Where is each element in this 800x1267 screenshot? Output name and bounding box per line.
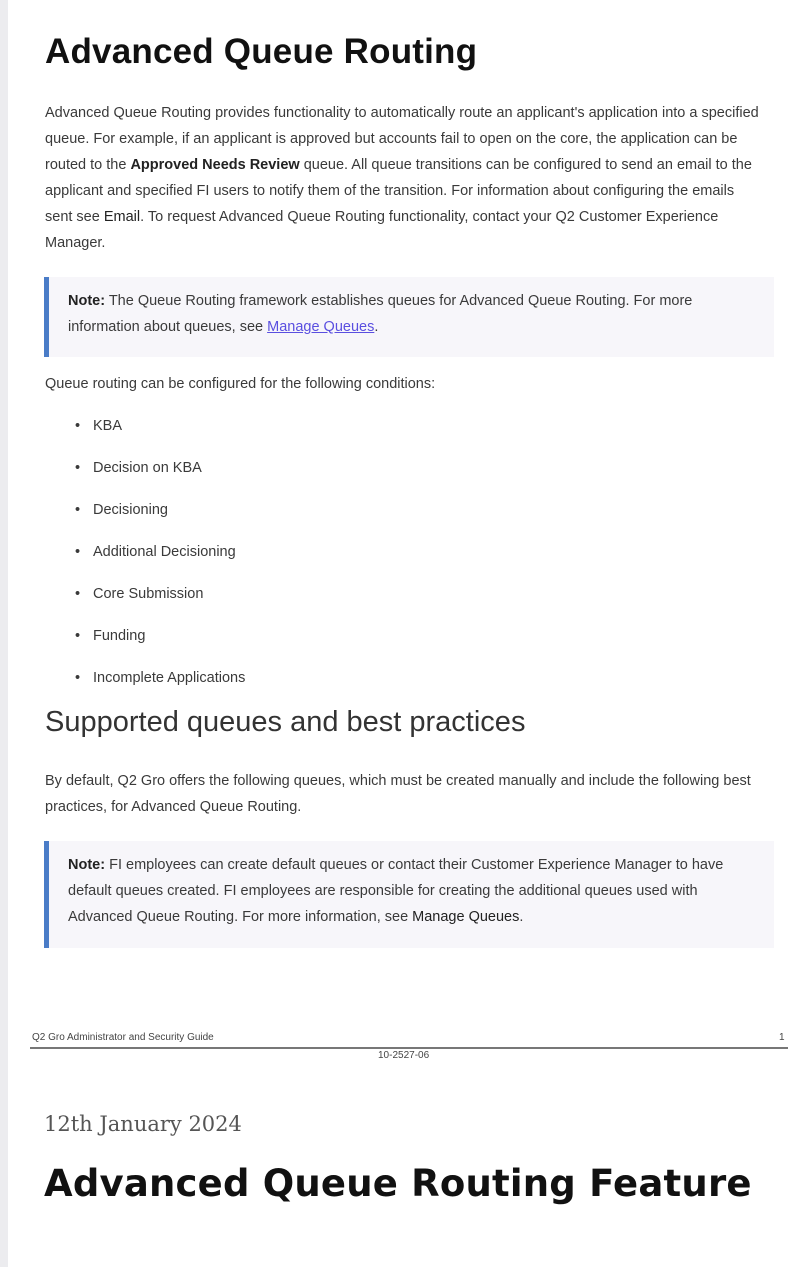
note-label: Note: <box>68 857 106 873</box>
footer-divider <box>30 1047 788 1049</box>
default-queues-paragraph: By default, Q2 Gro offers the following queues, which must be created manually and include the following best practices, for Advanced Queue Routing. <box>45 773 751 815</box>
intro-text: . To request Advanced Queue Routing functionality, contact your Q2 Customer Experience Manager. <box>45 209 719 251</box>
post-title: Advanced Queue Routing Feature <box>44 1162 752 1205</box>
window-edge <box>0 0 8 1267</box>
page-title: Advanced Queue Routing <box>45 32 478 71</box>
list-item: • Funding <box>75 623 245 665</box>
manage-queues-link[interactable]: Manage Queues <box>267 319 375 335</box>
footer-doc-code: 10-2527-06 <box>378 1050 430 1061</box>
note-end: . <box>519 909 524 925</box>
email-link[interactable]: Email <box>103 209 141 225</box>
conditions-intro: Queue routing can be configured for the following conditions: <box>45 376 436 392</box>
intro-text: queue. All queue transitions can be configured to send an email to the applicant and specified FI users to notify them of the transition. For information about configuring the emails sent see <box>45 157 752 225</box>
post-date: 12th January 2024 <box>44 1112 242 1136</box>
note-text: The Queue Routing framework establishes queues for Advanced Queue Routing. For more information about queues, see <box>68 293 693 335</box>
queue-name: Approved Needs Review <box>130 157 300 173</box>
note-box <box>44 277 774 357</box>
list-item: • Additional Decisioning <box>75 539 245 581</box>
conditions-list <box>75 413 245 707</box>
note-end: . <box>374 319 379 335</box>
list-item: • Decisioning <box>75 497 245 539</box>
intro-text: Advanced Queue Routing provides functionality to automatically route an applicant's application into a specified queue. For example, if an applicant is approved but accounts fail to open on the core, the application can be routed to the <box>45 105 759 173</box>
list-item: • Core Submission <box>75 581 245 623</box>
note-box <box>44 841 774 948</box>
note-text: FI employees can create default queues or contact their Customer Experience Manager to have default queues created. FI employees are responsible for creating the additional queues used with Advanced Queue Routing. For more information, see <box>68 857 724 925</box>
section-heading: Supported queues and best practices <box>45 706 526 738</box>
intro-paragraph <box>45 100 765 256</box>
footer-guide-title: Q2 Gro Administrator and Security Guide <box>32 1032 214 1043</box>
list-item: • Incomplete Applications <box>75 665 245 707</box>
footer-page-number: 1 <box>779 1032 785 1043</box>
manage-queues-link[interactable]: Manage Queues <box>412 909 520 925</box>
list-item: • KBA <box>75 413 245 455</box>
note-label: Note: <box>68 293 106 309</box>
list-item: • Decision on KBA <box>75 455 245 497</box>
